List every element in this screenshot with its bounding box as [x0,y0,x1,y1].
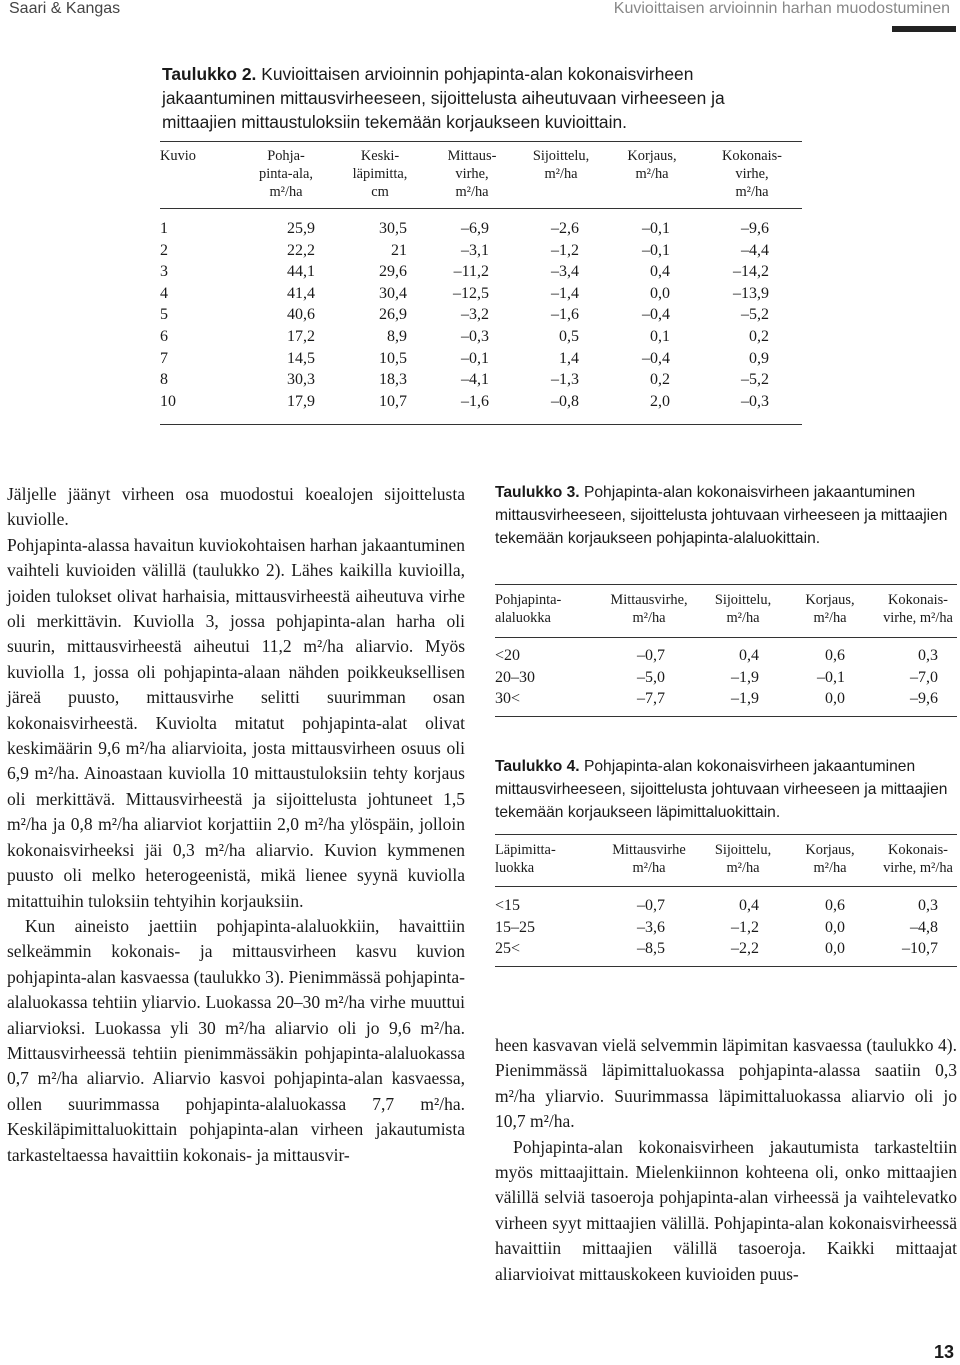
table-cell: –14,2 [733,263,769,281]
page-number: 13 [933,1342,954,1362]
table-cell: –0,1 [642,241,670,259]
table-cell: 17,2 [287,328,315,345]
table-column-header: Korjaus, m²/ha [805,842,855,876]
table-cell: –1,2 [551,241,579,259]
header-title: Kuvioittaisen arvioinnin harhan muodostuminen [613,0,950,17]
table-cell: –1,6 [461,392,489,410]
table-cell: 4 [160,284,168,302]
table-cell: 2,0 [650,392,670,410]
table-cell: –8,5 [637,940,665,958]
table-cell: 30,5 [379,220,407,237]
table3-caption [495,481,957,550]
table-cell: 10,7 [379,392,407,410]
table-cell: 0,4 [650,263,670,281]
table3-caption-text: Pohjapinta-alan kokonaisvirheen jakaantuminen mittausvirheeseen, sijoittelusta johtuvaan virheeseen ja mittaajien tekemään korjaukseen pohjapinta-alaluokittain. [495,484,948,547]
table-cell: –7,0 [910,668,938,686]
table-cell: –0,1 [461,349,489,367]
table-cell: 0,6 [825,647,845,664]
table-cell: –0,3 [741,392,769,410]
table-cell: –4,1 [461,371,489,389]
table4-caption [495,755,957,824]
table-cell: 7 [160,349,168,367]
paragraph: Kun aineisto jaettiin pohjapinta-alaluokkiin, havaittiin selkeämmin kokonais- ja mittausvirheen kasvu kuvion pohjapinta-alan kasvaessa (taulukko 3). Pienimmässä pohjapinta-alaluokassa tehtiin yliarvio. Luokassa 20–30 m²/ha virhe muuttui aliarvioksi. Luokassa yli 30 m²/ha aliarvio oli jo 9,6 m²/ha. Mittausvirheessä tehtiin pienimmässäkin pohjapinta-alaluokassa 0,7 m²/ha aliarvio. Aliarvio kasvoi pohjapinta-alan kasvaessa, ollen suurimmassa pohjapinta-alaluokassa 7,7 m²/ha. Keskiläpimittaluokittain pohjapinta-alan virheen jakautumista tarkasteltaessa havaittiin kokonais- ja mittausvir- [7,915,465,1165]
table-cell: 0,3 [918,647,938,664]
table-cell: 0,4 [739,897,759,914]
table-cell: 30,4 [379,284,407,302]
table-cell: 1 [160,220,168,237]
table-column-header: Sijoittelu, m²/ha [532,148,590,182]
table-cell: –0,7 [637,897,665,914]
table-cell: –7,7 [637,690,665,708]
table-cell: –2,2 [731,940,759,958]
table-rule-top [495,584,957,585]
table-cell: 29,6 [379,263,407,281]
table-cell: –4,8 [910,918,938,936]
table-cell: <15 [495,897,521,914]
table-cell: 6 [160,328,168,345]
table4-label: Taulukko 4. [495,758,580,775]
table-rule-top [495,834,957,835]
table4-caption-text: Pohjapinta-alan kokonaisvirheen jakaantuminen mittausvirheeseen, sijoittelusta johtuvaan virheeseen ja mittaajien tekemään korjaukseen läpimittaluokittain. [495,758,948,821]
table-cell: –1,4 [551,284,579,302]
table-cell: –13,9 [733,284,769,302]
table-cell: 0,0 [825,918,845,936]
running-header [0,0,960,34]
table-column-header: Pohjapinta- alaluokka [495,592,562,626]
table-cell: 30< [495,690,521,708]
table-rule-header [495,886,957,887]
table-column-header: Pohja- pinta-ala, m²/ha [259,148,313,200]
table-cell: –1,9 [731,668,759,686]
table-cell: 5 [160,306,168,324]
table-cell: –4,4 [741,241,769,259]
table-cell: 0,2 [650,371,670,389]
table-cell: 15–25 [495,918,535,936]
table-column-header: Sijoittelu, m²/ha [714,592,772,626]
table-cell: –5,2 [741,306,769,324]
paragraph: Pohjapinta-alan kokonaisvirheen jakautumista tarkasteltiin myös mittaajittain. Mielenkiinnon kohteena oli, onko mittaajien välillä selviä tasoeroja pohjapinta-alan virheessä ja vaihtelevatko virheen syyt mittaajien välillä. Pohjapinta-alan kokonaisvirheessä havaittiin mittaajien välillä tasoeroja. Kaikki mittaajat aliarvioivat mittauskokeen kuvioiden puus- [495,1136,957,1284]
table3-label: Taulukko 3. [495,484,580,501]
table-cell: –12,5 [453,284,489,302]
table-column-header: Sijoittelu, m²/ha [714,842,772,876]
table-cell: –11,2 [453,263,489,281]
table-cell: 41,4 [287,284,315,302]
table-cell: 0,4 [739,647,759,664]
table-rule-top [160,141,802,142]
table2-caption [162,62,802,134]
table-cell: –0,7 [637,647,665,664]
table-cell: 21 [391,241,407,259]
table-column-header: Keski- läpimitta, cm [352,148,408,200]
table-cell: 0,0 [650,284,670,302]
table-cell: –3,4 [551,263,579,281]
table-cell: –5,0 [637,668,665,686]
table-cell: 1,4 [559,349,579,367]
table-cell: –9,6 [910,690,938,708]
table-cell: 0,2 [749,328,769,345]
table2-caption-text: Kuvioittaisen arvioinnin pohjapinta-alan kokonaisvirheen jakaantuminen mittausvirheeseen, sijoittelusta aiheutuvaan virheeseen ja mittaajien mittaustuloksiin tekemään korjaukseen kuvioittain. [162,64,725,132]
table-column-header: Korjaus, m²/ha [805,592,855,626]
table-cell: 20–30 [495,668,535,686]
table-column-header: Läpimitta- luokka [495,842,556,876]
table-cell: 0,3 [918,897,938,914]
table-cell: –1,6 [551,306,579,324]
table-cell: –0,3 [461,328,489,345]
table-column-header: Kokonais- virhe, m²/ha [722,148,782,200]
table-rule-bottom [495,716,957,717]
table-cell: –9,6 [741,220,769,237]
table-cell: 25< [495,940,521,958]
table-cell: 25,9 [287,220,315,237]
table-cell: –1,3 [551,371,579,389]
table-rule-header [160,208,802,209]
table-cell: –0,1 [642,220,670,237]
table-cell: –2,6 [551,220,579,237]
table-cell: 0,6 [825,897,845,914]
table-cell: 8 [160,371,168,389]
header-bar [892,26,956,32]
table-column-header: Kuvio [160,148,196,164]
table-cell: 44,1 [287,263,315,281]
table-cell: 3 [160,263,168,281]
table-cell: 8,9 [387,328,407,345]
table-cell: –0,1 [817,668,845,686]
table-cell: –10,7 [902,940,938,958]
table-cell: 2 [160,241,168,259]
table-cell: 0,1 [650,328,670,345]
table-cell: 17,9 [287,392,315,410]
table-cell: –0,4 [642,349,670,367]
table-cell: –3,2 [461,306,489,324]
table-cell: 0,0 [825,940,845,958]
table-cell: 18,3 [379,371,407,389]
left-column [7,482,465,1168]
table-cell: –3,6 [637,918,665,936]
table-cell: 40,6 [287,306,315,324]
table-cell: 14,5 [287,349,315,367]
table-cell: 10 [160,392,176,410]
paragraph: heen kasvavan vielä selvemmin läpimitan kasvaessa (taulukko 4). Pienimmässä läpimittaluokassa pohjapinta-alassa saatiin 0,3 m²/ha yliarvio. Suurimmassa läpimittaluokassa aliarvio oli jo 10,7 m²/ha. [495,1035,957,1132]
table-cell: –3,1 [461,241,489,259]
table-cell: 22,2 [287,241,315,259]
table2-label: Taulukko 2. [162,64,257,84]
table-cell: <20 [495,647,521,664]
header-authors: Saari & Kangas [9,0,121,17]
table-cell: –1,2 [731,918,759,936]
table-column-header: Kokonais- virhe, m²/ha [883,842,953,876]
table-rule-bottom [160,424,802,425]
table-cell: 30,3 [287,371,315,389]
paragraph: Jäljelle jäänyt virheen osa muodostui koealojen sijoittelusta kuviolle. [7,484,465,530]
table-cell: 10,5 [379,349,407,367]
table-cell: 0,5 [559,328,579,345]
paragraph: Pohjapinta-alassa havaitun kuviokohtaisen harhan jakaantuminen vaihteli kuvioiden välillä (taulukko 2). Lähes kaikilla kuvioilla, joiden tulokset olivat harhaisia, mittausvirheestä aiheutuva virhe oli merkittävin. Kuviolla 3, jossa pohjapinta-alan harha oli suurin, mittausvirheestä aiheutui 11,2 m²/ha aliarvio. Myös kuviolla 1, jossa oli pohjapinta-alaan nähden poikkeuksellisen järeä puusto, mittausvirhe selitti suurimman osan kokonaisvirheestä. Kuviolta mitatut pohjapinta-alat olivat keskimäärin 9,6 m²/ha aliarvioita, josta mittausvirheen osuus oli 6,9 m²/ha. Ainoastaan kuviolla 10 mittaustuloksiin tehty korjaus oli merkittävä. Mittausvirheestä ja sijoittelusta johtuneet 1,5 m²/ha ja 0,8 m²/ha aliarviot korjattiin 2,0 m²/ha ylöspäin, jolloin kokonaisvirheeksi jäi 0,3 m²/ha aliarvio. Kuvion kymmenen puusto oli melko heterogeenistä, mikä lienee syynä kuviolla mitattuihin tuloksiin tehtyihin korjauksiin. [7,534,465,911]
table-cell: 0,0 [825,690,845,708]
table-column-header: Mittausvirhe, m²/ha [610,592,688,626]
table-cell: –0,8 [551,392,579,410]
table-cell: 0,9 [749,349,769,367]
table-column-header: Mittaus- virhe, m²/ha [447,148,497,200]
right-column [495,1033,957,1287]
table-rule-header [495,637,957,638]
table-column-header: Mittausvirhe m²/ha [612,842,686,876]
table-cell: –0,4 [642,306,670,324]
table-column-header: Korjaus, m²/ha [627,148,677,182]
table-cell: 26,9 [379,306,407,324]
table-cell: –6,9 [461,220,489,237]
table-column-header: Kokonais- virhe, m²/ha [883,592,953,626]
table-cell: –1,9 [731,690,759,708]
table-rule-bottom [495,966,957,967]
table-cell: –5,2 [741,371,769,389]
